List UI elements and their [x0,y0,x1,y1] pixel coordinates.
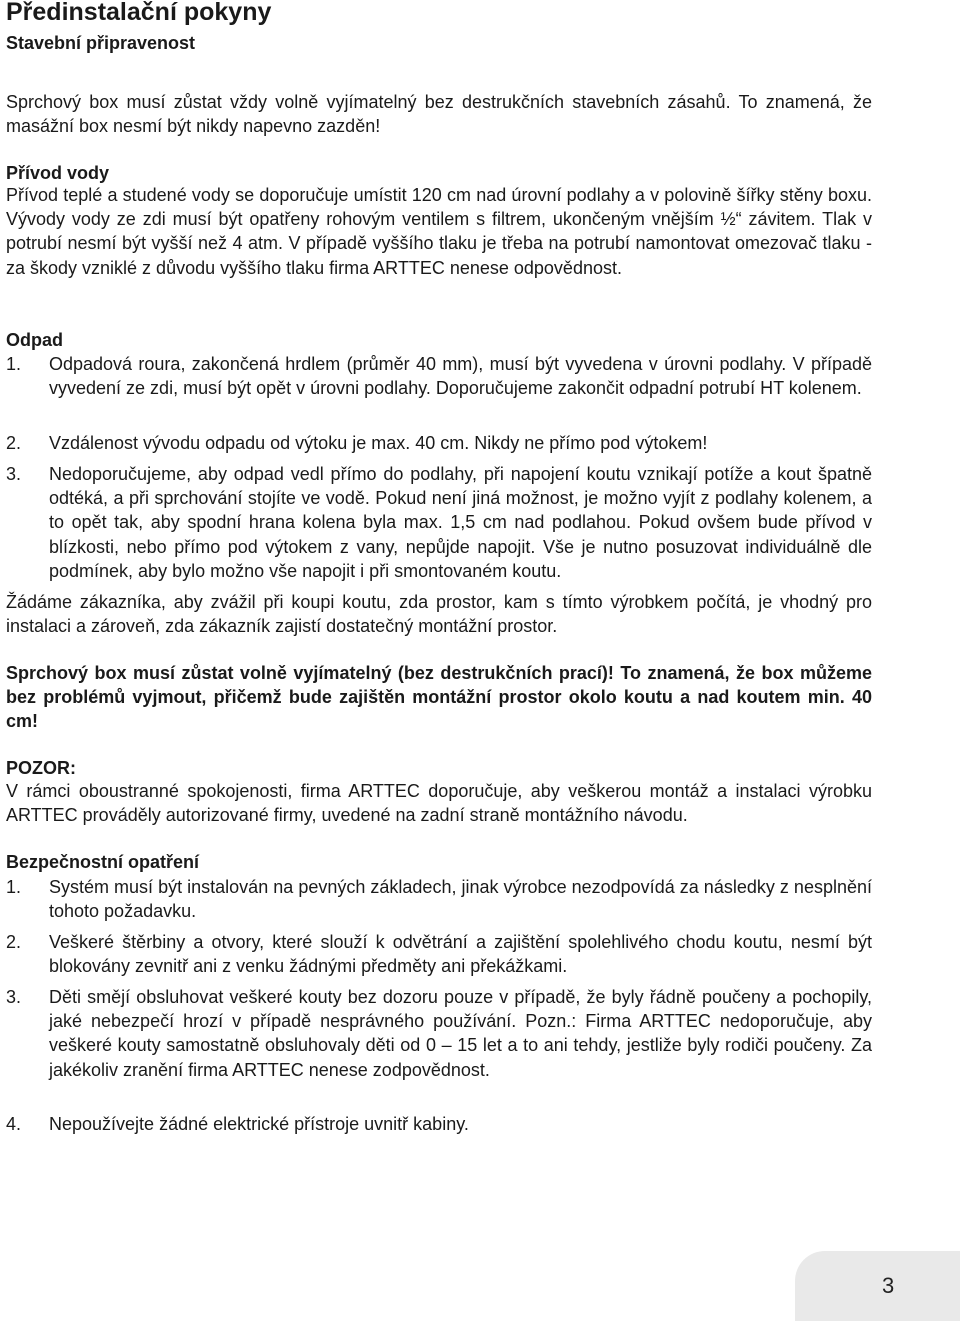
drain-item-number: 2. [6,433,22,453]
warning-heading: POZOR: [6,758,76,778]
safety-item-text: Systém musí být instalován na pevných základech, jinak výrobce nezodpovídá za následky z nesplnění tohoto požadavku. [49,877,872,922]
safety-item-number: 2. [6,932,22,952]
drain-heading: Odpad [6,330,63,350]
safety-item-text: Nepoužívejte žádné elektrické přístroje uvnitř kabiny. [49,1114,469,1134]
safety-heading: Bezpečnostní opatření [6,852,200,872]
safety-item-text: Veškeré štěrbiny a otvory, které slouží k odvětrání a zajištění spolehlivého chodu koutu, nesmí být blokovány zevnitř ani z venku žádnými předměty ani překážkami. [49,932,872,977]
safety-item-number: 1. [6,877,22,897]
page-number-tab [795,1251,960,1321]
safety-item [6,985,872,1082]
safety-item [6,930,872,978]
drain-item [6,352,872,400]
safety-item [6,1112,872,1136]
page-title: Předinstalační pokyny [6,0,272,26]
drain-item [6,431,872,455]
safety-item-number: 4. [6,1114,22,1134]
safety-item-number: 3. [6,987,22,1007]
page-number: 3 [882,1273,895,1298]
drain-item-text: Vzdálenost vývodu odpadu od výtoku je max. 40 cm. Nikdy ne přímo pod výtokem! [49,433,708,453]
bold-notice-paragraph: Sprchový box musí zůstat volně vyjímatelný (bez destrukčních prací)! To znamená, že box můžeme bez problémů vyjmout, přičemž bude zajištěn montážní prostor okolo koutu a nad koutem min. 40 cm! [6,663,872,732]
safety-item-text: Děti smějí obsluhovat veškeré kouty bez dozoru pouze v případě, že byly řádně poučeny a pochopily, jaké nebezpečí hrozí v případě nesprávného používání. Pozn.: Firma ARTTEC nedoporučuje, aby veškeré kouty samostatně obsluhovaly děti od 0 – 15 let a to ani tehdy, jestliže byly rodiči poučeny. Za jakékoliv zranění firma ARTTEC nenese zodpovědnost. [49,987,872,1080]
drain-item-number: 3. [6,464,22,484]
safety-item [6,875,872,923]
intro-paragraph: Sprchový box musí zůstat vždy volně vyjímatelný bez destrukčních stavebních zásahů. To znamená, že masážní box nesmí být nikdy napevno zazděn! [6,92,872,137]
warning-paragraph: V rámci oboustranné spokojenosti, firma ARTTEC doporučuje, aby veškerou montáž a instalaci výrobku ARTTEC prováděly autorizované firmy, uvedené na zadní straně montážního návodu. [6,781,872,826]
drain-item-text: Odpadová roura, zakončená hrdlem (průměr 40 mm), musí být vyvedena v úrovni podlahy. V případě vyvedení ze zdi, musí být opět v úrovni podlahy. Doporučujeme zakončit odpadní potrubí HT kolenem. [49,354,872,399]
request-paragraph: Žádáme zákazníka, aby zvážil při koupi koutu, zda prostor, kam s tímto výrobkem počítá, je vhodný pro instalaci a zároveň, zda zákazník zajistí dostatečný montážní prostor. [6,592,872,637]
section-subtitle: Stavební připravenost [6,33,196,53]
water-paragraph: Přívod teplé a studené vody se doporučuje umístit 120 cm nad úrovní podlahy a v polovině šířky stěny boxu. Vývody vody ze zdi musí být opatřeny rohovým ventilem s filtrem, ukončeným vnějším ½“ závitem. Tlak v potrubí nesmí být vyšší než 4 atm. V případě vyššího tlaku je třeba na potrubí namontovat omezovač tlaku - za škody vzniklé z důvodu vyššího tlaku firma ARTTEC nenese odpovědnost. [6,185,872,278]
water-heading: Přívod vody [6,163,110,183]
drain-item-number: 1. [6,354,22,374]
drain-item [6,462,872,583]
drain-item-text: Nedoporučujeme, aby odpad vedl přímo do podlahy, při napojení koutu vznikají potíže a kout špatně odtéká, a při sprchování stojíte ve vodě. Pokud není jiná možnost, je možno vyjít z podlahy kolenem, a to opět tak, aby spodní hrana kolena byla max. 1,5 cm nad podlahou. Pokud ovšem bude přívod v blízkosti, nebo přímo pod výtokem z vany, nepůjde napojit. Vše je nutno posuzovat individuálně dle podmínek, aby bylo možno vše napojit i při smontovaném koutu. [49,464,872,581]
